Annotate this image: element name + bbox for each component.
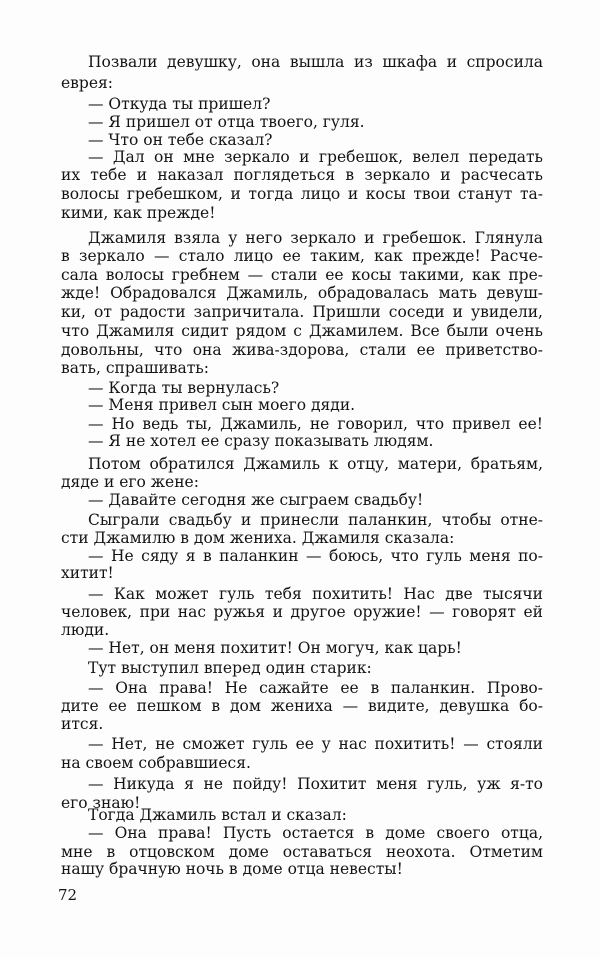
text-line: — Она права! Пусть остается в доме своего отца, bbox=[88, 824, 543, 842]
text-line: еврея: bbox=[61, 74, 113, 92]
text-line: кими, как прежде! bbox=[61, 204, 216, 222]
text-line: — Откуда ты пришел? bbox=[88, 95, 271, 113]
text-line: — Меня привел сын моего дяди. bbox=[88, 396, 356, 414]
text-line: Тут выступил вперед один старик: bbox=[88, 659, 372, 677]
text-line: что Джамиля сидит рядом с Джамилем. Все были очень bbox=[61, 322, 543, 340]
text-line: — Я не хотел ее сразу показывать людям. bbox=[88, 432, 434, 450]
text-line: — Я пришел от отца твоего, гуля. bbox=[88, 113, 365, 131]
page-number: 72 bbox=[58, 886, 78, 904]
text-line: — Но ведь ты, Джамиль, не говорил, что привел ее! bbox=[88, 415, 543, 433]
text-line: — Дал он мне зеркало и гребешок, велел передать bbox=[88, 148, 543, 166]
text-line: люди. bbox=[61, 621, 110, 639]
text-line: дите ее пешком в дом жениха — видите, девушка бо- bbox=[61, 697, 543, 715]
text-line: нашу брачную ночь в доме отца невесты! bbox=[61, 860, 403, 878]
text-line: сти Джамилю в дом жениха. Джамиля сказала: bbox=[61, 529, 455, 547]
text-line: — Не сяду я в паланкин — боюсь, что гуль меня по- bbox=[88, 547, 543, 565]
text-line: — Что он тебе сказал? bbox=[88, 131, 273, 149]
text-line: Потом обратился Джамиль к отцу, матери, братьям, bbox=[88, 455, 543, 473]
text-line: дяде и его жене: bbox=[61, 473, 199, 491]
text-line: хитит! bbox=[61, 564, 114, 582]
text-line: ится. bbox=[61, 715, 104, 733]
text-line: довольны, что она жива-здорова, стали ее приветство- bbox=[61, 341, 543, 359]
text-line: их тебе и наказал поглядеться в зеркало и расчесать bbox=[61, 166, 543, 184]
text-line: в зеркало — стало лицо ее таким, как прежде! Расче- bbox=[61, 247, 543, 265]
text-line: мне в отцовском доме оставаться неохота. Отметим bbox=[61, 843, 543, 861]
text-line: — Она права! Не сажайте ее в паланкин. Прово- bbox=[88, 679, 543, 697]
text-line: — Нет, он меня похитит! Он могуч, как царь! bbox=[88, 639, 462, 657]
text-line: Позвали девушку, она вышла из шкафа и спросила bbox=[88, 53, 543, 71]
text-line: — Как может гуль тебя похитить! Нас две тысячи bbox=[88, 585, 543, 603]
text-line: вать, спрашивать: bbox=[61, 359, 209, 377]
text-line: его знаю! bbox=[61, 794, 141, 812]
text-line: ки, от радости запричитала. Пришли соседи и увидели, bbox=[61, 303, 543, 321]
text-line: — Давайте сегодня же сыграем свадьбу! bbox=[88, 491, 424, 509]
text-line: Тогда Джамиль встал и сказал: bbox=[88, 806, 347, 824]
text-line: жде! Обрадовался Джамиль, обрадовалась мать девуш- bbox=[61, 284, 543, 302]
text-line: Джамиля взяла у него зеркало и гребешок. Глянула bbox=[88, 229, 543, 247]
text-line: на своем собравшиеся. bbox=[61, 754, 251, 772]
text-line: сала волосы гребнем — стали ее косы такими, как пре- bbox=[61, 266, 543, 284]
text-line: Сыграли свадьбу и принесли паланкин, чтобы отне- bbox=[88, 511, 543, 529]
text-line: — Когда ты вернулась? bbox=[88, 379, 280, 397]
text-line: волосы гребешком, и тогда лицо и косы твои станут та- bbox=[61, 185, 543, 203]
text-line: человек, при нас ружья и другое оружие! — говорят ей bbox=[61, 603, 543, 621]
text-line: — Никуда я не пойду! Похитит меня гуль, уж я-то bbox=[88, 775, 543, 793]
text-line: — Нет, не сможет гуль ее у нас похитить! — стояли bbox=[88, 735, 543, 753]
